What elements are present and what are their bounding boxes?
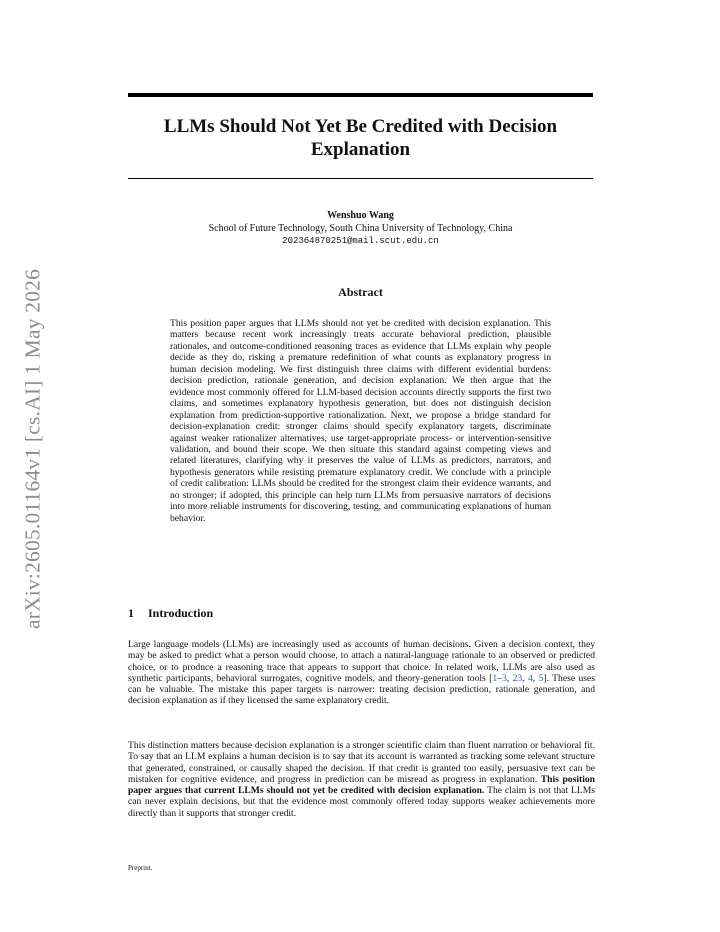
citation-separator: , <box>522 672 528 684</box>
citation-link[interactable]: 4 <box>527 672 533 684</box>
author-name: Wenshuo Wang <box>327 210 394 221</box>
footer-note: Preprint. <box>128 864 153 872</box>
title-bottom-rule <box>128 178 593 179</box>
section-heading <box>128 606 213 621</box>
position-statement: This position paper argues that current LLMs should not yet be credited with decision explanation. <box>128 773 595 797</box>
intro-paragraph-2 <box>128 740 595 819</box>
para2-text-b: The claim is not that LLMs can never explain decisions, but that the evidence most commonly offered today supports weaker achievements more directly than it supports that stronger credit. <box>128 785 595 819</box>
abstract-text: This position paper argues that LLMs should not yet be credited with decision explanation. This matters because recent work increasingly treats accurate behavioral prediction, plausible rationales, and outcome-conditioned reasoning traces as evidence that LLMs explain why people decide as they do, risking a premature redefinition of what counts as explanatory progress in human decision modeling. We first distinguish three claims with different evidential burdens: decision prediction, rationale generation, and decision explanation. We then argue that the evidence most commonly offered for LLM-based decision accounts directly supports the first two claims, and sometimes explanatory hypothesis generation, but does not distinguish decision explanation from prediction-supportive rationalization. Next, we propose a bridge standard for decision-explanation credit: stronger claims should specify explanatory targets, discriminate against weaker rationalizer alternatives, use target-appropriate process- or intervention-sensitive validation, and bound their scope. We then situate this standard against competing views and related literatures, clarifying why it preserves the value of LLMs as predictors, narrators, and hypothesis generators while resisting premature explanatory credit. We conclude with a principle of credit calibration: LLMs should be credited for the strongest claim their evidence warrants, and no stronger; if adopted, this principle can help turn LLMs from persuasive narrators of decisions into more reliable instruments for discovering, testing, and communicating explanations of human behavior. <box>170 318 551 524</box>
citation-dash: – <box>497 672 502 684</box>
author-affiliation: School of Future Technology, South China University of Technology, China <box>208 222 513 234</box>
arxiv-identifier-stamp: arXiv:2605.01164v1 [cs.AI] 1 May 2026 <box>20 268 45 630</box>
title-top-rule <box>128 93 593 97</box>
citation-link[interactable]: 1 <box>492 672 498 684</box>
section-number: 1 <box>128 606 134 620</box>
para1-text-b: ]. These uses can be valuable. The mistake this paper targets is narrower: treating decision prediction, rationale generation, and decision explanation as if they licensed the same explanatory credit. <box>128 672 596 707</box>
citation-link[interactable]: 23 <box>512 672 523 684</box>
citation-separator: , <box>506 672 513 684</box>
citation-link[interactable]: 5 <box>538 672 544 684</box>
citation-separator: , <box>532 672 539 684</box>
author-block <box>128 210 593 248</box>
paper-title: LLMs Should Not Yet Be Credited with Decision Explanation <box>163 116 558 160</box>
intro-paragraph-1 <box>128 639 595 707</box>
para1-text-a: Large language models (LLMs) are increasingly used as accounts of human decisions. Given a decision context, they may be asked to predict what a person would choose, to attach a natural-language rationale to an observed or predicted choice, or to produce a reasoning trace that appears to support that choice. In related work, LLMs are also used as synthetic participants, behavioral surrogates, cognitive models, and theory-generation tools [ <box>128 639 595 684</box>
author-email: 202364870251@mail.scut.edu.cn <box>282 236 439 246</box>
abstract-heading: Abstract <box>338 285 383 299</box>
section-title: Introduction <box>148 606 214 620</box>
para2-text-a: This distinction matters because decision explanation is a stronger scientific claim than fluent narration or behavioral fit. To say that an LLM explains a human decision is to say that its account is warranted as tracking some relevant structure that generated, constrained, or causally shaped the decision. If that credit is granted too easily, persuasive text can be mistaken for cognitive evidence, and progress in prediction can be misread as progress in explanation. <box>128 740 595 785</box>
citation-link[interactable]: 3 <box>501 672 507 684</box>
